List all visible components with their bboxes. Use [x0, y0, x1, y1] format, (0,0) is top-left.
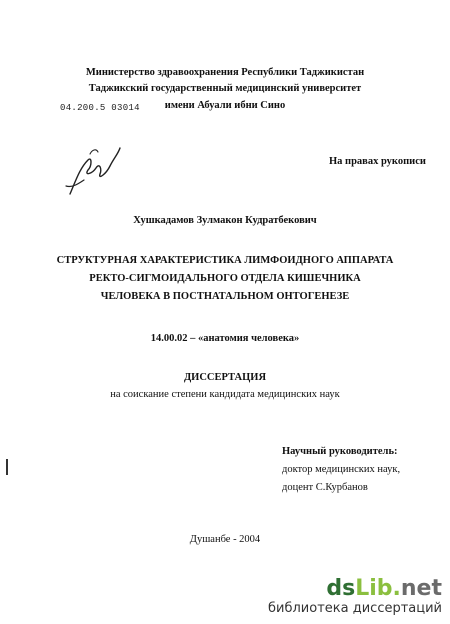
supervisor-label: Научный руководитель:	[282, 446, 398, 457]
named-after-line: имени Абуали ибни Сино	[164, 100, 286, 111]
specialty-code: 14.00.02 – «анатомия человека»	[150, 333, 300, 344]
watermark-subtitle: библиотека диссертаций	[268, 601, 442, 616]
title-line-2: РЕКТО-СИГМОИДАЛЬНОГО ОТДЕЛА КИШЕЧНИКА	[89, 273, 361, 284]
work-type: ДИССЕРТАЦИЯ	[183, 372, 267, 383]
university-line: Таджикский государственный медицинский университет	[88, 83, 362, 94]
watermark	[268, 577, 442, 616]
supervisor-degree: доктор медицинских наук,	[282, 464, 401, 475]
degree-line: на соискание степени кандидата медицинских наук	[110, 389, 340, 400]
author-name: Хушкадамов Зулмакон Кудратбекович	[133, 215, 317, 226]
manuscript-rights: На правах рукописи	[329, 156, 426, 167]
scan-edge-mark	[6, 459, 8, 475]
handwritten-signature	[62, 140, 128, 202]
supervisor-name: доцент С.Курбанов	[282, 482, 368, 493]
place-year: Душанбе - 2004	[189, 534, 261, 545]
title-line-1: СТРУКТУРНАЯ ХАРАКТЕРИСТИКА ЛИМФОИДНОГО АППАРАТА	[56, 255, 394, 266]
title-line-3: ЧЕЛОВЕКА В ПОСТНАТАЛЬНОМ ОНТОГЕНЕЗЕ	[100, 291, 350, 302]
archive-stamp: 04.200.5 03014	[60, 103, 140, 113]
ministry-line: Министерство здравоохранения Республики Таджикистан	[85, 67, 365, 78]
watermark-logo: dsLib.net	[326, 576, 442, 601]
